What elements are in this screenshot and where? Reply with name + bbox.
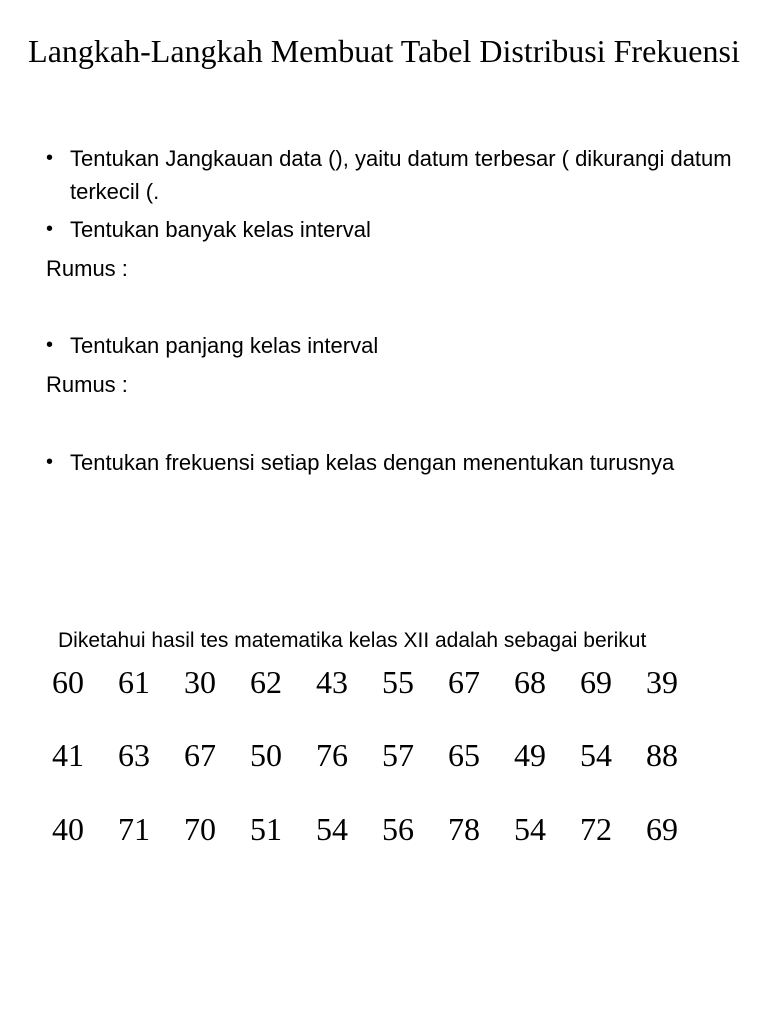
- data-value: 69: [580, 664, 612, 700]
- data-row: [52, 735, 712, 775]
- data-intro-text: Diketahui hasil tes matematika kelas XII adalah sebagai berikut: [58, 629, 647, 652]
- data-value: 69: [646, 811, 678, 847]
- formula-label: Rumus :: [46, 256, 128, 281]
- data-value: 72: [580, 811, 612, 847]
- data-value: 62: [250, 664, 282, 700]
- data-value: 71: [118, 811, 150, 847]
- data-value: 43: [316, 664, 348, 700]
- data-value: 54: [316, 811, 348, 847]
- data-value: 54: [514, 811, 546, 847]
- data-value: 68: [514, 664, 546, 700]
- bullet-item-frequency: [46, 446, 736, 479]
- bullet-text: Tentukan banyak kelas interval: [70, 217, 371, 242]
- formula-label: Rumus :: [46, 372, 128, 397]
- data-value: 51: [250, 811, 282, 847]
- data-value: 54: [580, 737, 612, 773]
- data-value: 39: [646, 664, 678, 700]
- bullet-text: Tentukan frekuensi setiap kelas dengan menentukan turusnya: [70, 450, 675, 475]
- bullet-icon: •: [46, 451, 54, 473]
- bullet-text: Tentukan Jangkauan data (), yaitu datum terbesar ( dikurangi datum terkecil (.: [70, 146, 732, 204]
- data-value: 67: [448, 664, 480, 700]
- data-value: 40: [52, 811, 84, 847]
- bullet-item-range: [46, 142, 736, 208]
- data-value: 50: [250, 737, 282, 773]
- data-row: [52, 809, 712, 849]
- bullet-text: Tentukan panjang kelas interval: [70, 333, 379, 358]
- bullet-item-class-width: [46, 329, 736, 362]
- page-title: Langkah-Langkah Membuat Tabel Distribusi Frekuensi: [28, 33, 740, 69]
- data-value: 60: [52, 664, 84, 700]
- data-value: 78: [448, 811, 480, 847]
- data-value: 56: [382, 811, 414, 847]
- bullet-icon: •: [46, 147, 54, 169]
- data-row: [52, 662, 712, 702]
- data-value: 65: [448, 737, 480, 773]
- data-value: 55: [382, 664, 414, 700]
- bullet-icon: •: [46, 334, 54, 356]
- data-value: 76: [316, 737, 348, 773]
- data-value: 49: [514, 737, 546, 773]
- data-value: 30: [184, 664, 216, 700]
- data-value: 57: [382, 737, 414, 773]
- data-value: 67: [184, 737, 216, 773]
- data-value: 63: [118, 737, 150, 773]
- data-value: 41: [52, 737, 84, 773]
- bullet-icon: •: [46, 218, 54, 240]
- data-value: 88: [646, 737, 678, 773]
- data-value: 70: [184, 811, 216, 847]
- data-value: 61: [118, 664, 150, 700]
- bullet-item-class-count: [46, 213, 736, 246]
